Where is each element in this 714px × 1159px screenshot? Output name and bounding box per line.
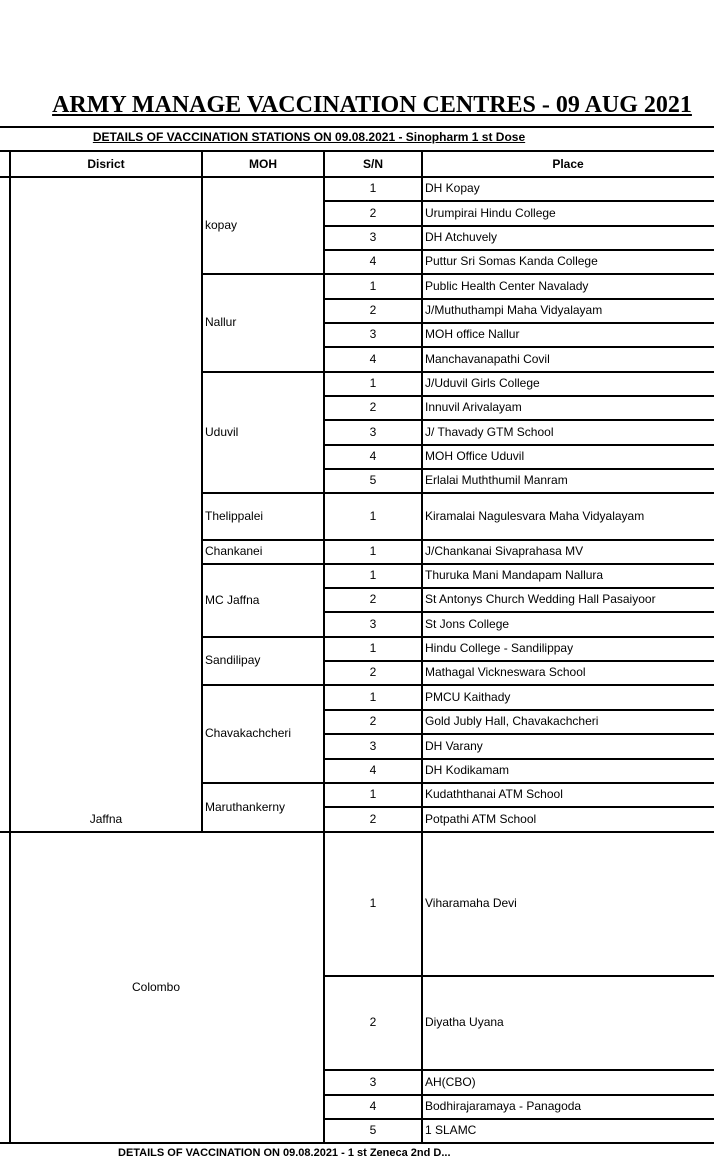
table-top-rule (0, 126, 714, 128)
row-rule (324, 1118, 714, 1120)
header-bottom-rule (0, 176, 714, 178)
row-rule (324, 587, 714, 589)
sn-cell: 2 (369, 303, 377, 317)
row-rule (324, 975, 714, 977)
table-bottom-rule (0, 1142, 714, 1144)
row-rule (324, 322, 714, 324)
row-rule (324, 346, 714, 348)
header-place: Place (552, 157, 584, 171)
header-moh: MOH (249, 157, 277, 171)
moh-cell: kopay (205, 218, 238, 232)
sn-cell: 3 (369, 327, 377, 341)
sn-cell: 4 (369, 352, 377, 366)
row-rule (324, 636, 714, 638)
moh-rule (202, 492, 324, 494)
moh-cell: Maruthankerny (205, 800, 286, 814)
row-rule (324, 758, 714, 760)
row-rule (324, 709, 714, 711)
sn-cell: 5 (369, 1123, 377, 1137)
place-cell: Kudaththanai ATM School (425, 787, 563, 801)
row-rule (324, 492, 714, 494)
sn-cell: 4 (369, 254, 377, 268)
row-rule (324, 419, 714, 421)
row-rule (324, 468, 714, 470)
sn-cell: 1 (369, 896, 377, 910)
row-rule (324, 371, 714, 373)
sn-cell: 3 (369, 230, 377, 244)
place-cell: DH Kopay (425, 181, 480, 195)
moh-rule (202, 684, 324, 686)
moh-rule (202, 371, 324, 373)
place-cell: Bodhirajaramaya - Panagoda (425, 1099, 582, 1113)
place-cell: MOH office Nallur (425, 327, 520, 341)
sn-cell: 4 (369, 449, 377, 463)
row-rule (324, 733, 714, 735)
moh-cell: MC Jaffna (205, 593, 260, 607)
row-rule (324, 611, 714, 613)
sn-cell: 2 (369, 400, 377, 414)
page-title: ARMY MANAGE VACCINATION CENTRES - 09 AUG 2021 (52, 92, 692, 118)
sn-cell: 1 (369, 787, 377, 801)
place-cell: Mathagal Vickneswara School (425, 665, 586, 679)
row-rule (324, 200, 714, 202)
sn-cell: 1 (369, 181, 377, 195)
moh-column-edge (201, 177, 203, 832)
sn-cell: 1 (369, 568, 377, 582)
moh-cell: Chavakachcheri (205, 726, 292, 740)
place-cell: DH Varany (425, 739, 483, 753)
moh-rule (202, 782, 324, 784)
row-rule (324, 249, 714, 251)
sn-column-edge (323, 177, 325, 1143)
place-cell: Kiramalai Nagulesvara Maha Vidyalayam (425, 509, 645, 523)
sn-cell: 3 (369, 739, 377, 753)
moh-rule (202, 563, 324, 565)
row-rule (324, 684, 714, 686)
row-rule (324, 1069, 714, 1071)
sn-cell: 3 (369, 425, 377, 439)
place-cell: Viharamaha Devi (425, 896, 517, 910)
row-rule (324, 444, 714, 446)
sn-cell: 1 (369, 376, 377, 390)
table-left-edge (9, 151, 11, 1143)
place-cell: Potpathi ATM School (425, 812, 537, 826)
sn-cell: 2 (369, 206, 377, 220)
place-cell: AH(CBO) (425, 1075, 476, 1089)
moh-rule (202, 273, 324, 275)
sn-cell: 3 (369, 617, 377, 631)
place-cell: Diyatha Uyana (425, 1015, 504, 1029)
sn-cell: 2 (369, 714, 377, 728)
district-rule (0, 831, 324, 833)
sn-cell: 1 (369, 544, 377, 558)
place-cell: St Jons College (425, 617, 510, 631)
place-cell: MOH Office Uduvil (425, 449, 525, 463)
sn-cell: 2 (369, 592, 377, 606)
sn-cell: 1 (369, 279, 377, 293)
header-top-rule (0, 150, 714, 152)
row-rule (324, 831, 714, 833)
sn-cell: 2 (369, 1015, 377, 1029)
moh-rule (202, 636, 324, 638)
place-cell: DH Atchuvely (425, 230, 498, 244)
sn-cell: 2 (369, 665, 377, 679)
place-cell: St Antonys Church Wedding Hall Pasaiyoor (425, 592, 656, 606)
place-cell: Puttur Sri Somas Kanda College (425, 254, 598, 268)
place-cell: J/Muthuthampi Maha Vidyalayam (425, 303, 603, 317)
next-section-title-partial: DETAILS OF VACCINATION ON 09.08.2021 - 1 st Zeneca 2nd D... (118, 1147, 451, 1159)
table-subtitle: DETAILS OF VACCINATION STATIONS ON 09.08.2021 - Sinopharm 1 st Dose (92, 130, 526, 144)
place-column-edge (421, 177, 423, 1143)
sn-cell: 1 (369, 509, 377, 523)
place-cell: Urumpirai Hindu College (425, 206, 556, 220)
row-rule (324, 298, 714, 300)
moh-cell: Sandilipay (205, 653, 261, 667)
row-rule (324, 1094, 714, 1096)
place-cell: Erlalai Muththumil Manram (425, 473, 568, 487)
sn-cell: 3 (369, 1075, 377, 1089)
row-rule (324, 395, 714, 397)
place-cell: J/Uduvil Girls College (425, 376, 540, 390)
row-rule (324, 539, 714, 541)
place-cell: Innuvil Arivalayam (425, 400, 522, 414)
place-cell: J/ Thavady GTM School (425, 425, 554, 439)
sn-cell: 4 (369, 1099, 377, 1113)
place-cell: DH Kodikamam (425, 763, 510, 777)
header-sn: S/N (362, 157, 383, 171)
row-rule (324, 273, 714, 275)
header-district: Disrict (87, 157, 125, 171)
sn-cell: 1 (369, 641, 377, 655)
row-rule (324, 225, 714, 227)
sn-cell: 1 (369, 690, 377, 704)
row-rule (324, 660, 714, 662)
moh-cell: Uduvil (205, 425, 239, 439)
sn-cell: 4 (369, 763, 377, 777)
row-rule (324, 806, 714, 808)
moh-cell: Chankanei (205, 544, 263, 558)
place-cell: Thuruka Mani Mandapam Nallura (425, 568, 604, 582)
place-cell: Manchavanapathi Covil (425, 352, 550, 366)
moh-cell: Nallur (205, 315, 237, 329)
place-cell: PMCU Kaithady (425, 690, 511, 704)
district-colombo: Colombo (131, 980, 181, 994)
place-cell: 1 SLAMC (425, 1123, 477, 1137)
moh-rule (202, 539, 324, 541)
place-cell: J/Chankanai Sivaprahasa MV (425, 544, 584, 558)
row-rule (324, 782, 714, 784)
sn-cell: 2 (369, 812, 377, 826)
row-rule (324, 563, 714, 565)
place-cell: Hindu College - Sandilippay (425, 641, 574, 655)
district-jaffna: Jaffna (89, 812, 123, 826)
place-cell: Public Health Center Navalady (425, 279, 589, 293)
sn-cell: 5 (369, 473, 377, 487)
moh-cell: Thelippalei (205, 509, 264, 523)
place-cell: Gold Jubly Hall, Chavakachcheri (425, 714, 599, 728)
